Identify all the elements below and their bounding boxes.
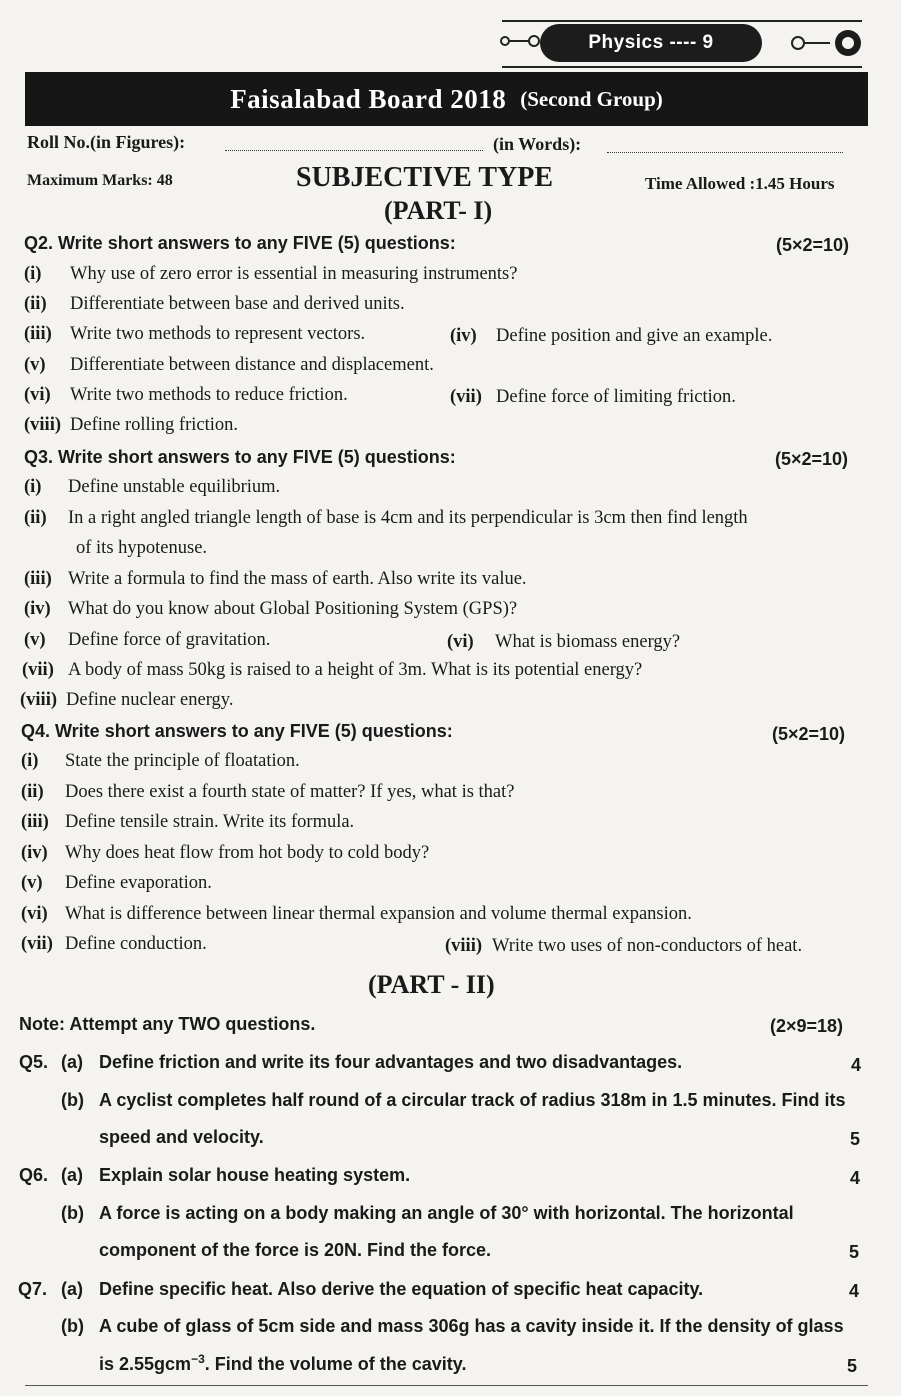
q2-item-text: Define position and give an example.	[496, 326, 773, 346]
q4-item-text: Why does heat flow from hot body to cold body?	[65, 843, 430, 863]
q5a-marks: 4	[851, 1055, 862, 1075]
roll-words-label: (in Words):	[493, 134, 582, 154]
q2-item-num: (iv)	[450, 326, 477, 346]
q3-item-num: (vii)	[22, 660, 54, 680]
q5b-marks: 5	[850, 1129, 861, 1149]
group-title: (Second Group)	[520, 86, 663, 111]
q4-item-text: State the principle of floatation.	[65, 751, 300, 771]
subject-badge: Physics ---- 9	[540, 24, 762, 62]
q2-item-text: Differentiate between base and derived units.	[70, 294, 405, 314]
q7b-superscript: −3	[191, 1352, 205, 1366]
q3-item-num: (iv)	[24, 599, 51, 619]
ornament-left-icon	[500, 34, 540, 48]
q4-item-num: (ii)	[21, 782, 44, 802]
q2-item-num: (vi)	[24, 385, 51, 405]
ornament-right-icon	[790, 26, 870, 60]
paper-type: SUBJECTIVE TYPE	[296, 162, 554, 193]
q2-item-text: Differentiate between distance and displacement.	[70, 355, 434, 375]
q7b-marks: 5	[847, 1356, 858, 1376]
q3-item-text: Define unstable equilibrium.	[68, 477, 281, 497]
q2-item-num: (ii)	[24, 294, 47, 314]
q6b-marks: 5	[849, 1242, 860, 1262]
q7b-text-cont-b: . Find the volume of the cavity.	[204, 1354, 467, 1374]
q5a-text: Define friction and write its four advantages and two disadvantages.	[99, 1052, 683, 1072]
q7a-part: (a)	[61, 1279, 83, 1299]
q3-item-num: (ii)	[24, 508, 47, 528]
bottom-rule	[25, 1385, 868, 1386]
q6b-part: (b)	[61, 1203, 84, 1223]
roll-figures-line	[225, 150, 483, 151]
q4-item-text: Does there exist a fourth state of matter? If yes, what is that?	[65, 782, 515, 802]
q3-item-text: Define nuclear energy.	[66, 690, 234, 710]
max-marks: Maximum Marks: 48	[27, 172, 173, 189]
q5a-part: (a)	[61, 1052, 83, 1072]
q7b-text: A cube of glass of 5cm side and mass 306g has a cavity inside it. If the density of glass	[99, 1316, 844, 1336]
q7a-text: Define specific heat. Also derive the equation of specific heat capacity.	[99, 1279, 704, 1299]
note-marks: (2×9=18)	[770, 1016, 844, 1036]
q2-item-text: Write two methods to represent vectors.	[70, 324, 366, 344]
q3-item-text: A body of mass 50kg is raised to a height of 3m. What is its potential energy?	[68, 660, 643, 680]
q7b-text-cont	[99, 1352, 466, 1375]
q7b-part: (b)	[61, 1316, 84, 1336]
q7-label: Q7.	[18, 1279, 48, 1299]
q5b-text: A cyclist completes half round of a circular track of radius 318m in 1.5 minutes. Find its	[99, 1090, 846, 1110]
q7a-marks: 4	[849, 1281, 860, 1301]
q4-item-num: (vii)	[21, 934, 53, 954]
q2-item-num: (i)	[24, 264, 42, 284]
q3-item-text: What is biomass energy?	[495, 632, 681, 652]
q3-item-text: Write a formula to find the mass of earth. Also write its value.	[68, 569, 527, 589]
q6-label: Q6.	[19, 1165, 49, 1185]
board-title: Faisalabad Board 2018	[230, 83, 507, 114]
q2-item-text: Define rolling friction.	[70, 415, 238, 435]
q3-item-num: (viii)	[20, 690, 57, 710]
q6a-text: Explain solar house heating system.	[99, 1165, 411, 1185]
q5b-part: (b)	[61, 1090, 84, 1110]
roll-words-line	[607, 152, 843, 153]
q3-item-text-cont: of its hypotenuse.	[76, 538, 208, 558]
q2-item-num: (vii)	[450, 387, 482, 407]
q3-item-num: (v)	[24, 630, 46, 650]
header-rule-top	[502, 20, 862, 22]
note: Note: Attempt any TWO questions.	[19, 1014, 316, 1034]
q2-item-num: (viii)	[24, 415, 61, 435]
q3-item-num: (iii)	[24, 569, 52, 589]
q6a-part: (a)	[61, 1165, 83, 1185]
roll-figures-label: Roll No.(in Figures):	[27, 132, 186, 152]
q5b-text-cont: speed and velocity.	[99, 1127, 264, 1147]
q2-item-num: (iii)	[24, 324, 52, 344]
q6b-text: A force is acting on a body making an angle of 30° with horizontal. The horizontal	[99, 1203, 794, 1223]
q7b-text-cont-a: is 2.55gcm	[99, 1354, 192, 1374]
q3-title: Q3. Write short answers to any FIVE (5) questions:	[24, 447, 456, 467]
part-one-heading: (PART- I)	[384, 196, 493, 225]
q3-item-text: Define force of gravitation.	[68, 630, 271, 650]
q4-item-num: (iii)	[21, 812, 49, 832]
q4-item-num: (i)	[21, 751, 39, 771]
q2-title: Q2. Write short answers to any FIVE (5) questions:	[24, 233, 456, 253]
header-rule-bottom	[502, 66, 862, 68]
q4-item-text: Define evaporation.	[65, 873, 212, 893]
q6a-marks: 4	[850, 1168, 861, 1188]
part-two-heading: (PART - II)	[368, 970, 495, 999]
q4-item-text: Define conduction.	[65, 934, 207, 954]
q4-item-num: (v)	[21, 873, 43, 893]
q3-marks: (5×2=10)	[775, 449, 849, 469]
q2-marks: (5×2=10)	[776, 235, 850, 255]
q3-item-text: In a right angled triangle length of base is 4cm and its perpendicular is 3cm then find length	[68, 508, 748, 528]
q4-title: Q4. Write short answers to any FIVE (5) questions:	[21, 721, 453, 741]
q2-item-text: Write two methods to reduce friction.	[70, 385, 348, 405]
q3-item-num: (vi)	[447, 632, 474, 652]
q4-marks: (5×2=10)	[772, 724, 846, 744]
title-bar	[25, 72, 868, 126]
time-allowed: Time Allowed :1.45 Hours	[645, 174, 835, 193]
q4-item-text: Define tensile strain. Write its formula.	[65, 812, 355, 832]
q6b-text-cont: component of the force is 20N. Find the force.	[99, 1240, 492, 1260]
q4-item-text: Write two uses of non-conductors of heat.	[492, 936, 803, 956]
q4-item-num: (iv)	[21, 843, 48, 863]
q2-item-num: (v)	[24, 355, 46, 375]
q4-item-num: (vi)	[21, 904, 48, 924]
q2-item-text: Define force of limiting friction.	[496, 387, 736, 407]
q5-label: Q5.	[19, 1052, 49, 1072]
q4-item-num: (viii)	[445, 936, 482, 956]
q3-item-num: (i)	[24, 477, 42, 497]
q4-item-text: What is difference between linear thermal expansion and volume thermal expansion.	[65, 904, 692, 924]
q3-item-text: What do you know about Global Positioning System (GPS)?	[68, 599, 518, 619]
q2-item-text: Why use of zero error is essential in measuring instruments?	[70, 264, 518, 284]
